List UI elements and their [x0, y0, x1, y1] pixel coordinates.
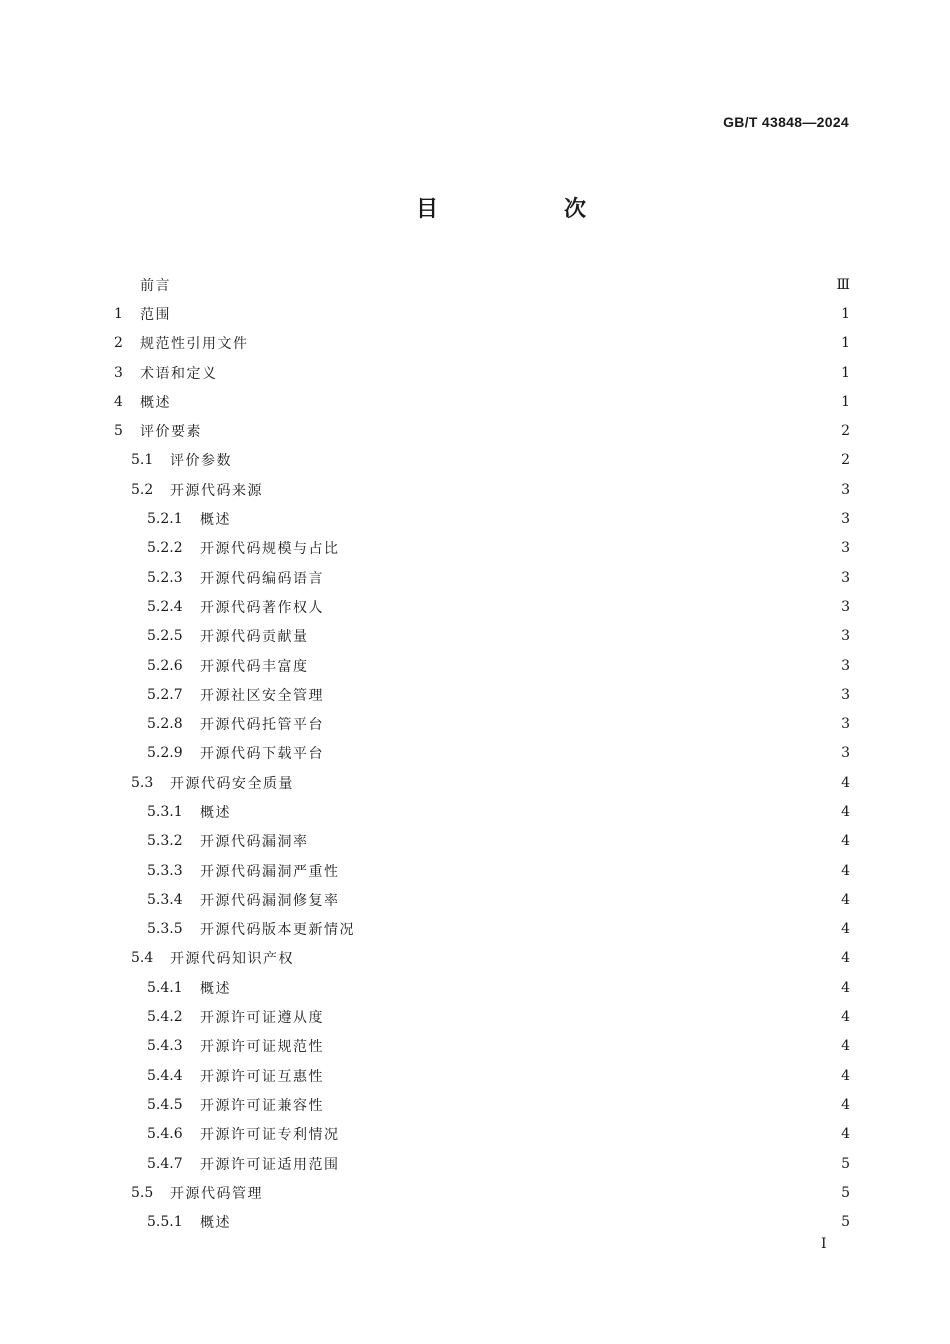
- toc-dot-leader: [259, 336, 836, 350]
- toc-entry[interactable]: [114, 1120, 850, 1149]
- toc-entry-number: 5.2.8: [147, 716, 183, 733]
- toc-dot-leader: [212, 424, 835, 438]
- toc-entry[interactable]: [114, 856, 850, 885]
- toc-dot-leader: [181, 307, 835, 321]
- toc-entry[interactable]: [114, 329, 850, 358]
- toc-entry[interactable]: [114, 651, 850, 680]
- toc-dot-leader: [319, 629, 836, 643]
- toc-entry-page: Ⅲ: [836, 276, 850, 293]
- toc-entry-title: 开源代码漏洞修复率: [200, 892, 340, 909]
- toc-entry-title: 开源代码版本更新情况: [200, 922, 355, 939]
- toc-entry-title: 前言: [140, 277, 171, 294]
- toc-entry-page: 5: [841, 1155, 850, 1172]
- toc-entry-page: 4: [841, 979, 850, 996]
- toc-entry[interactable]: [114, 299, 850, 328]
- toc-entry-title: 开源代码漏洞严重性: [200, 863, 340, 880]
- toc-entry-title: 概述: [200, 512, 231, 529]
- toc-entry-page: 3: [841, 686, 850, 703]
- toc-entry-title: 开源许可证遵从度: [200, 1010, 324, 1027]
- toc-entry-number: 5.4.7: [147, 1155, 183, 1172]
- toc-dot-leader: [334, 717, 835, 731]
- toc-dot-leader: [334, 688, 835, 702]
- toc-entry-page: 4: [841, 950, 850, 967]
- toc-entry-number: 5.2.3: [147, 569, 183, 586]
- toc-entry-page: 3: [841, 657, 850, 674]
- standard-code: GB/T 43848—2024: [723, 114, 849, 130]
- toc-entry[interactable]: [114, 739, 850, 768]
- toc-entry-number: 5.4.1: [147, 979, 183, 996]
- toc-entry-title: 开源社区安全管理: [200, 687, 324, 704]
- toc-dot-leader: [241, 1215, 835, 1229]
- toc-entry-number: 5.2.2: [147, 540, 183, 557]
- toc-entry-number: 5.2.7: [147, 686, 183, 703]
- toc-entry[interactable]: [114, 1090, 850, 1119]
- toc-dot-leader: [228, 366, 836, 380]
- toc-entry-number: 5.3.3: [147, 862, 183, 879]
- toc-entry-number: 5.5.1: [147, 1214, 183, 1231]
- toc-entry-number: 5.4.2: [147, 1009, 183, 1026]
- toc-dot-leader: [319, 659, 836, 673]
- toc-entry-page: 3: [841, 598, 850, 615]
- toc-entry-number: 5.5: [131, 1184, 154, 1201]
- toc-entry-title: 概述: [200, 980, 231, 997]
- toc-entry-title: 开源许可证兼容性: [200, 1097, 324, 1114]
- toc-entry-number: 5.4.3: [147, 1038, 183, 1055]
- toc-entry-title: 评价参数: [170, 453, 232, 470]
- toc-dot-leader: [273, 483, 835, 497]
- toc-entry[interactable]: [114, 622, 850, 651]
- toc-entry-number: 5.2.6: [147, 657, 183, 674]
- toc-entry-page: 1: [841, 393, 850, 410]
- toc-dot-leader: [242, 453, 835, 467]
- toc-entry[interactable]: [114, 885, 850, 914]
- toc-entry-number: 4: [114, 393, 123, 410]
- toc-entry-page: 1: [841, 335, 850, 352]
- toc-entry-number: 5.2.5: [147, 628, 183, 645]
- toc-dot-leader: [304, 776, 835, 790]
- toc-entry-page: 4: [841, 921, 850, 938]
- toc-entry-number: 5.3.5: [147, 921, 183, 938]
- toc-dot-leader: [334, 1069, 835, 1083]
- toc-entry-title: 开源代码安全质量: [170, 775, 294, 792]
- toc-entry-number: 5.2.9: [147, 745, 183, 762]
- toc-dot-leader: [365, 922, 835, 936]
- toc-dot-leader: [334, 1039, 835, 1053]
- toc-entry-page: 4: [841, 833, 850, 850]
- toc-entry-page: 1: [841, 305, 850, 322]
- toc-entry-number: 5.3: [131, 774, 154, 791]
- toc-dot-leader: [350, 864, 836, 878]
- toc-entry[interactable]: [114, 358, 850, 387]
- table-of-contents: [114, 270, 850, 1237]
- toc-entry-title: 开源代码编码语言: [200, 570, 324, 587]
- toc-dot-leader: [273, 1186, 835, 1200]
- toc-entry-title: 开源代码规模与占比: [200, 541, 340, 558]
- toc-entry-page: 4: [841, 774, 850, 791]
- toc-entry[interactable]: [114, 1178, 850, 1207]
- toc-entry[interactable]: [114, 592, 850, 621]
- toc-entry-page: 4: [841, 891, 850, 908]
- toc-entry[interactable]: [114, 446, 850, 475]
- toc-entry[interactable]: [114, 944, 850, 973]
- toc-entry-title: 开源许可证互惠性: [200, 1068, 324, 1085]
- toc-entry-page: 4: [841, 803, 850, 820]
- toc-dot-leader: [319, 834, 836, 848]
- toc-entry-title: 开源许可证规范性: [200, 1039, 324, 1056]
- toc-entry[interactable]: [114, 1208, 850, 1237]
- toc-entry[interactable]: [114, 387, 850, 416]
- toc-entry-title: 概述: [140, 394, 171, 411]
- toc-entry[interactable]: [114, 797, 850, 826]
- toc-entry-page: 3: [841, 716, 850, 733]
- toc-entry[interactable]: [114, 416, 850, 445]
- toc-entry-title: 开源许可证适用范围: [200, 1156, 340, 1173]
- toc-dot-leader: [350, 1127, 836, 1141]
- toc-entry[interactable]: [114, 563, 850, 592]
- toc-entry-number: 5.2: [131, 481, 154, 498]
- toc-entry-number: 5.4.6: [147, 1126, 183, 1143]
- toc-entry-number: 5.4.4: [147, 1067, 183, 1084]
- toc-entry-number: 5.2.4: [147, 598, 183, 615]
- toc-entry-number: 5.4.5: [147, 1096, 183, 1113]
- page-title: 目 次: [415, 197, 638, 222]
- toc-entry-page: 4: [841, 862, 850, 879]
- toc-entry-page: 3: [841, 511, 850, 528]
- toc-entry-page: 5: [841, 1184, 850, 1201]
- toc-dot-leader: [181, 395, 835, 409]
- toc-dot-leader: [334, 1098, 835, 1112]
- toc-entry-title: 概述: [200, 1215, 231, 1232]
- toc-entry-title: 开源代码管理: [170, 1185, 263, 1202]
- toc-entry-page: 4: [841, 1009, 850, 1026]
- toc-entry[interactable]: [114, 1032, 850, 1061]
- toc-entry-page: 2: [841, 423, 850, 440]
- toc-dot-leader: [334, 746, 835, 760]
- toc-entry[interactable]: [114, 768, 850, 797]
- toc-dot-leader: [350, 541, 836, 555]
- toc-entry-number: 5: [114, 423, 123, 440]
- toc-entry[interactable]: [114, 680, 850, 709]
- toc-entry-number: 5.4: [131, 950, 154, 967]
- toc-entry-page: 4: [841, 1096, 850, 1113]
- toc-entry-title: 开源代码托管平台: [200, 717, 324, 734]
- page-number: I: [821, 1236, 827, 1252]
- toc-entry-number: 5.3.2: [147, 833, 183, 850]
- toc-entry-page: 4: [841, 1126, 850, 1143]
- toc-entry-title: 开源代码贡献量: [200, 629, 309, 646]
- toc-entry[interactable]: [114, 1149, 850, 1178]
- toc-entry-title: 开源代码丰富度: [200, 658, 309, 675]
- toc-entry-page: 3: [841, 569, 850, 586]
- toc-entry-title: 范围: [140, 306, 171, 323]
- toc-entry-number: 1: [114, 305, 123, 322]
- toc-entry-number: 5.2.1: [147, 511, 183, 528]
- toc-entry[interactable]: [114, 1061, 850, 1090]
- toc-dot-leader: [350, 1157, 836, 1171]
- toc-entry-page: 3: [841, 745, 850, 762]
- toc-dot-leader: [241, 805, 835, 819]
- toc-entry-number: 3: [114, 364, 123, 381]
- toc-entry-title: 开源代码著作权人: [200, 599, 324, 616]
- toc-entry-number: 5.3.4: [147, 891, 183, 908]
- toc-entry[interactable]: [114, 827, 850, 856]
- toc-dot-leader: [241, 981, 835, 995]
- toc-entry-number: 5.1: [131, 452, 154, 469]
- toc-entry-title: 开源许可证专利情况: [200, 1127, 340, 1144]
- toc-entry[interactable]: [114, 270, 850, 299]
- toc-entry-title: 开源代码知识产权: [170, 951, 294, 968]
- toc-entry-page: 5: [841, 1214, 850, 1231]
- toc-entry-page: 4: [841, 1067, 850, 1084]
- toc-entry[interactable]: [114, 504, 850, 533]
- toc-entry-title: 概述: [200, 804, 231, 821]
- toc-entry-page: 3: [841, 540, 850, 557]
- toc-entry-page: 3: [841, 481, 850, 498]
- toc-entry-page: 1: [841, 364, 850, 381]
- toc-entry[interactable]: [114, 475, 850, 504]
- toc-dot-leader: [334, 571, 835, 585]
- toc-dot-leader: [181, 278, 831, 292]
- toc-entry[interactable]: [114, 534, 850, 563]
- toc-entry-page: 4: [841, 1038, 850, 1055]
- toc-entry-title: 开源代码下载平台: [200, 746, 324, 763]
- toc-entry-title: 术语和定义: [140, 365, 218, 382]
- toc-dot-leader: [241, 512, 835, 526]
- toc-entry-title: 评价要素: [140, 424, 202, 441]
- toc-dot-leader: [350, 893, 836, 907]
- toc-dot-leader: [334, 1010, 835, 1024]
- toc-entry[interactable]: [114, 709, 850, 738]
- toc-entry[interactable]: [114, 915, 850, 944]
- toc-entry-number: 5.3.1: [147, 803, 183, 820]
- toc-dot-leader: [334, 600, 835, 614]
- toc-entry-page: 2: [841, 452, 850, 469]
- toc-entry-number: 2: [114, 335, 123, 352]
- toc-entry[interactable]: [114, 1002, 850, 1031]
- toc-entry-title: 规范性引用文件: [140, 336, 249, 353]
- toc-entry-title: 开源代码漏洞率: [200, 834, 309, 851]
- toc-entry-page: 3: [841, 628, 850, 645]
- toc-entry-title: 开源代码来源: [170, 482, 263, 499]
- toc-entry[interactable]: [114, 973, 850, 1002]
- toc-dot-leader: [304, 951, 835, 965]
